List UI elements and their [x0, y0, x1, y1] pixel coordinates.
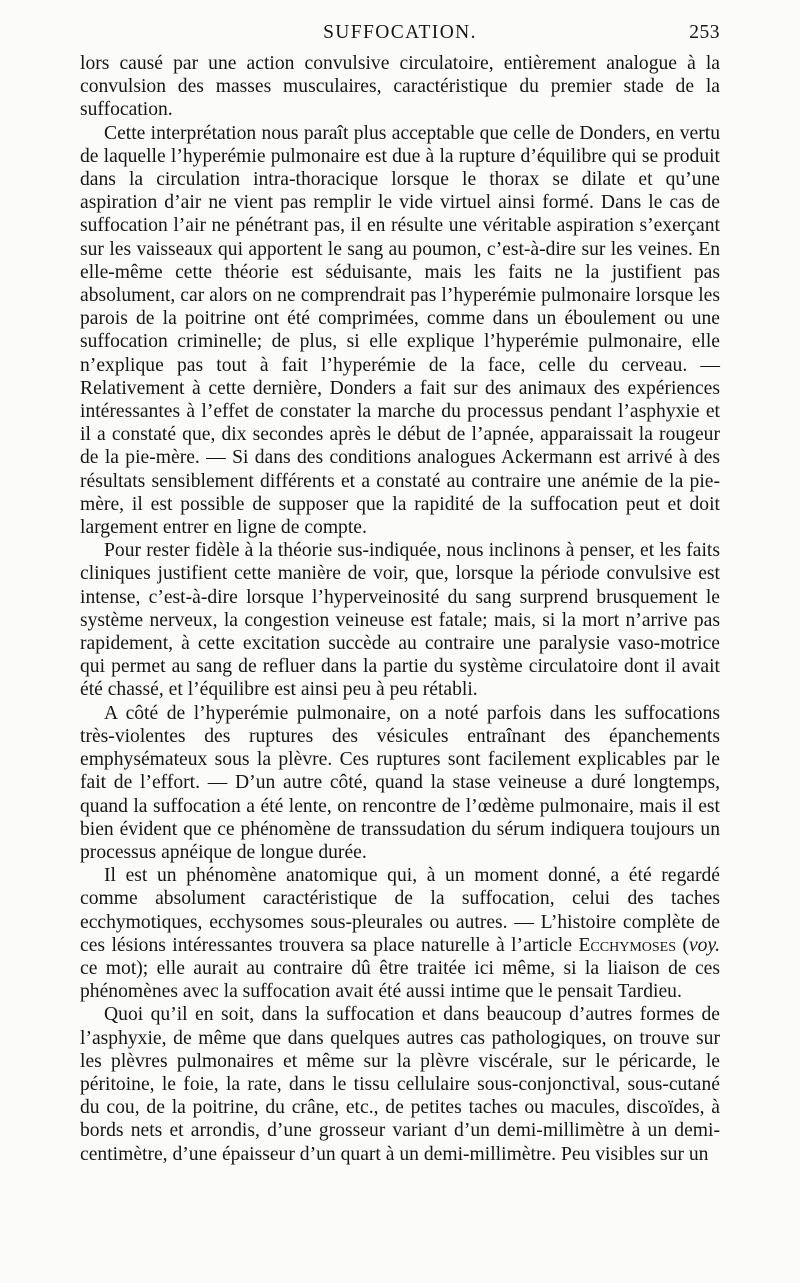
cross-reference: Ecchymoses [578, 934, 677, 956]
book-page [80, 22, 720, 1166]
paragraph-text: Il est un phénomène anatomique qui, à un moment donné, a été regardé comme absolument caractéristique de la suffocation, celui des taches ecchymotiques, ecchysomes sous-pleurales ou autres. — L’histoire complète de ces lésions intéressantes trouvera sa place naturelle à l’article [80, 865, 720, 956]
running-header [80, 22, 720, 52]
paragraph-text: ce mot); elle aurait au contraire dû être traitée ici même, si la liaison de ces phénomènes avec la suffocation avait été aussi intime que le pensait Tardieu. [80, 957, 720, 1003]
paragraph [80, 864, 720, 1003]
running-title: SUFFOCATION. [323, 22, 477, 43]
paragraph-text: ( [676, 934, 689, 956]
paragraph: Quoi qu’il en soit, dans la suffocation et dans beaucoup d’autres formes de l’asphyxie, de même que dans quelques autres cas pathologiques, on trouve sur les plèvres pulmonaires et même sur la plèvre viscérale, sur le péricarde, le péritoine, le foie, la rate, dans le tissu cellulaire sous-conjonctival, sous-cutané du cou, de la poitrine, du crâne, etc., de petites taches ou macules, discoïdes, à bords nets et arrondis, d’une grosseur variant d’un demi-millimètre à un demi-centimètre, d’une épaisseur d’un quart à un demi-millimètre. Peu visibles sur un [80, 1004, 720, 1165]
paragraph: lors causé par une action convulsive circulatoire, entièrement analogue à la convulsion des masses musculaires, caractéristique du premier stade de la suffocation. [80, 53, 720, 121]
paragraph: A côté de l’hyperémie pulmonaire, on a noté parfois dans les suffocations très-violentes des ruptures des vésicules entraînant des épanchements emphysémateux sous la plèvre. Ces ruptures sont facilement explicables par le fait de l’effort. — D’un autre côté, quand la stase veineuse a duré longtemps, quand la suffocation a été lente, on rencontre de l’œdème pulmonaire, mais il est bien évident que ce phénomène de transsudation du sérum indiquera toujours un processus apnéique de longue durée. [80, 702, 720, 863]
italic-text: voy. [688, 934, 720, 956]
paragraph: Pour rester fidèle à la théorie sus-indiquée, nous inclinons à penser, et les faits cliniques justifient cette manière de voir, que, lorsque la période convulsive est intense, c’est-à-dire lorsque l’hyperveinosité du sang surprend brusquement le système nerveux, la congestion veineuse est fatale; mais, si la mort n’arrive pas rapidement, à cette excitation succède au contraire une paralysie vaso-motrice qui permet au sang de refluer dans la partie du système circulatoire dont il avait été chassé, et l’équilibre est ainsi peu à peu rétabli. [80, 540, 720, 701]
paragraph: Cette interprétation nous paraît plus acceptable que celle de Donders, en vertu de laquelle l’hyperémie pulmonaire est due à la rupture d’équilibre qui se produit dans la circulation intra-thoracique lorsque le thorax se dilate et qu’une aspiration d’air ne vient pas remplir le vide virtuel ainsi formé. Dans le cas de suffocation l’air ne pénétrant pas, il en résulte une véritable aspiration s’exerçant sur les vaisseaux qui apportent le sang au poumon, c’est-à-dire sur les veines. En elle-même cette théorie est séduisante, mais les faits ne la justifient pas absolument, car alors on ne comprendrait pas l’hyperémie pulmonaire lorsque les parois de la poitrine ont été comprimées, comme dans un éboulement ou une suffocation criminelle; de plus, si elle explique l’hyperémie pulmonaire, elle n’explique pas tout à fait l’hyperémie de la face, celle du cerveau. — Relativement à cette dernière, Donders a fait sur des animaux des expériences intéressantes à l’effet de constater la marche du processus pendant l’asphyxie et il a constaté que, dix secondes après le début de l’apnée, apparaissait la rougeur de la pie-mère. — Si dans des conditions analogues Ackermann est arrivé à des résultats sensiblement différents et a constaté au contraire une anémie de la pie-mère, il est possible de supposer que la rapidité de la suffocation peut et doit largement entrer en ligne de compte. [80, 122, 720, 539]
body-text [80, 52, 720, 1166]
page-number: 253 [689, 22, 720, 43]
